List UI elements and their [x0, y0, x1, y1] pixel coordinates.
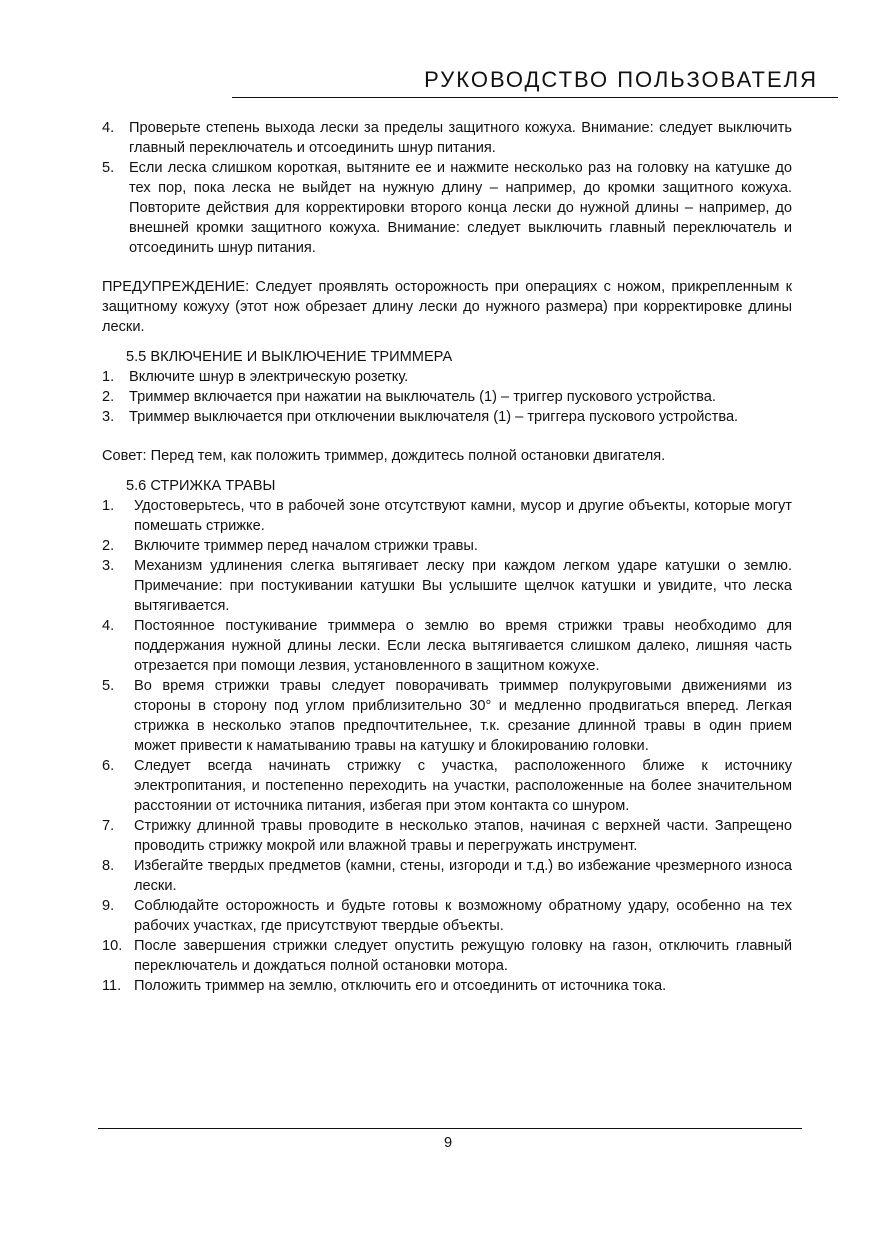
- list-item-number: 5.: [102, 160, 115, 176]
- list-item: [102, 367, 792, 387]
- section-5-5-list: [102, 367, 792, 427]
- list-item-number: 7.: [102, 818, 115, 834]
- footer-divider: [98, 1128, 802, 1129]
- page-number: 9: [443, 1135, 453, 1151]
- header-divider: [232, 97, 838, 98]
- list-item-text: После завершения стрижки следует опустить режущую головку на газон, отключить главный переключатель и дождаться полной остановки мотора.: [134, 938, 792, 974]
- list-item-number: 2.: [102, 538, 115, 554]
- list-item: [102, 496, 792, 536]
- list-item-text: Триммер выключается при отключении выключателя (1) – триггера пускового устройства.: [129, 409, 739, 425]
- list-item-number: 3.: [102, 409, 115, 425]
- list-item-text: Соблюдайте осторожность и будьте готовы к возможному обратному удару, особенно на тех рабочих участках, где присутствуют твердые объекты.: [134, 898, 792, 934]
- page-content: [102, 118, 792, 996]
- list-item-number: 1.: [102, 369, 115, 385]
- list-item-text: Следует всегда начинать стрижку с участка, расположенного ближе к источнику электропитания, и постепенно переходить на участки, расположенные на более значительном расстоянии от источника питания, избегая при этом контакта со шнуром.: [134, 758, 792, 814]
- list-item: [102, 407, 792, 427]
- list-item-text: Удостоверьтесь, что в рабочей зоне отсутствуют камни, мусор и другие объекты, которые могут помешать стрижке.: [134, 498, 792, 534]
- list-item: [102, 387, 792, 407]
- list-item-text: Постоянное постукивание триммера о землю во время стрижки травы необходимо для поддержания нужной длины лески. Если леска вытягивается слишком далеко, лишняя часть отрезается при помощи лезвия, установленного в защитном кожухе.: [134, 618, 792, 674]
- list-item: [102, 976, 792, 996]
- page-header-title: РУКОВОДСТВО ПОЛЬЗОВАТЕЛЯ: [424, 67, 818, 92]
- list-item-number: 8.: [102, 858, 115, 874]
- list-item: [102, 896, 792, 936]
- list-item-number: 11.: [102, 978, 122, 994]
- list-item-text: Во время стрижки травы следует поворачивать триммер полукруговыми движениями из стороны в сторону под углом приблизительно 30° и медленно продвигаться вперед. Легкая стрижка в несколько этапов предпочтительнее, т.к. срезание длинной травы в один прием может привести к наматыванию травы на катушку и блокированию головки.: [134, 678, 792, 754]
- list-item-text: Включите триммер перед началом стрижки травы.: [134, 538, 478, 554]
- list-item-text: Проверьте степень выхода лески за пределы защитного кожуха. Внимание: следует выключить главный переключатель и отсоединить шнур питания.: [129, 120, 792, 156]
- list-item: [102, 556, 792, 616]
- list-item-text: Избегайте твердых предметов (камни, стены, изгороди и т.д.) во избежание чрезмерного износа лески.: [134, 858, 792, 894]
- list-item-text: Включите шнур в электрическую розетку.: [129, 369, 409, 385]
- list-item-number: 4.: [102, 120, 115, 136]
- list-item-number: 9.: [102, 898, 115, 914]
- list-item-number: 2.: [102, 389, 115, 405]
- list-item: [102, 676, 792, 756]
- list-item-text: Стрижку длинной травы проводите в несколько этапов, начиная с верхней части. Запрещено проводить стрижку мокрой или влажной травы и перегружать инструмент.: [134, 818, 792, 854]
- list-item: [102, 936, 792, 976]
- section-heading-5-6: 5.6 СТРИЖКА ТРАВЫ: [126, 478, 276, 494]
- list-item: [102, 158, 792, 258]
- list-item-text: Положить триммер на землю, отключить его и отсоединить от источника тока.: [134, 978, 667, 994]
- list-item: [102, 536, 792, 556]
- list-item-number: 4.: [102, 618, 115, 634]
- list-item-text: Механизм удлинения слегка вытягивает леску при каждом легком ударе катушки о землю. Примечание: при постукивании катушки Вы услышите щелчок катушки и увидите, что леска вытягивается.: [134, 558, 792, 614]
- list-item: [102, 756, 792, 816]
- tip-paragraph: Совет: Перед тем, как положить триммер, дождитесь полной остановки двигателя.: [102, 448, 666, 464]
- section-5-6-list: [102, 496, 792, 996]
- list-item-number: 10.: [102, 938, 123, 954]
- list-item-number: 1.: [102, 498, 115, 514]
- intro-list: [102, 118, 792, 258]
- list-item-text: Триммер включается при нажатии на выключатель (1) – триггер пускового устройства.: [129, 389, 716, 405]
- list-item: [102, 118, 792, 158]
- section-heading-5-5: 5.5 ВКЛЮЧЕНИЕ И ВЫКЛЮЧЕНИЕ ТРИММЕРА: [126, 349, 453, 365]
- list-item: [102, 616, 792, 676]
- list-item-number: 6.: [102, 758, 115, 774]
- list-item: [102, 856, 792, 896]
- warning-paragraph: ПРЕДУПРЕЖДЕНИЕ: Следует проявлять осторожность при операциях с ножом, прикрепленным к защитному кожуху (этот нож обрезает длину лески до нужного размера) при корректировке длины лески.: [102, 279, 792, 335]
- list-item-number: 3.: [102, 558, 115, 574]
- list-item-number: 5.: [102, 678, 115, 694]
- list-item: [102, 816, 792, 856]
- list-item-text: Если леска слишком короткая, вытяните ее и нажмите несколько раз на головку на катушке до тех пор, пока леска не выйдет на нужную длину – например, до кромки защитного кожуха. Повторите действия для корректировки второго конца лески до нужной длины – например, до внешней кромки защитного кожуха. Внимание: следует выключить главный переключатель и отсоединить шнур питания.: [129, 160, 792, 256]
